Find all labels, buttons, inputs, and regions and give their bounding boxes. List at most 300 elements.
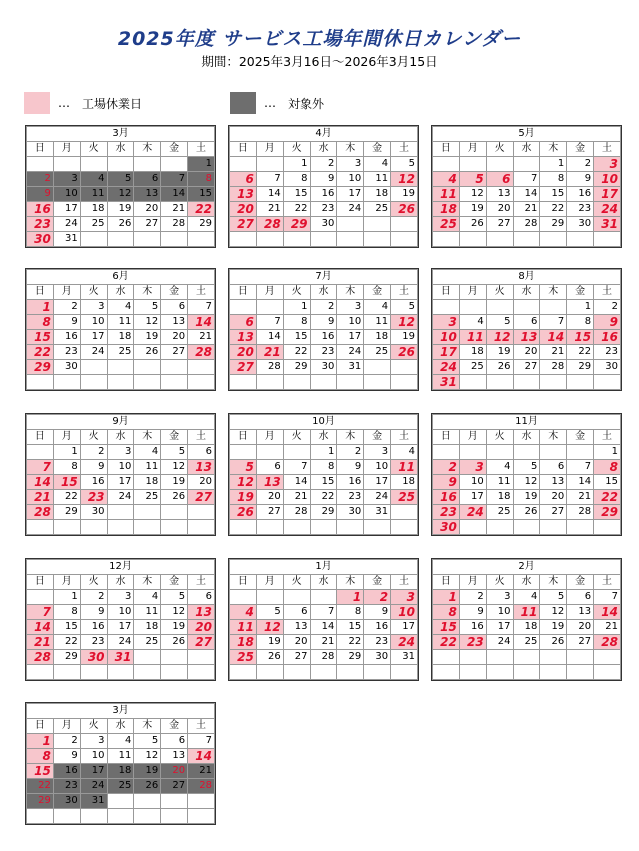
weekday-label: 木	[337, 142, 364, 157]
day-cell: 23	[310, 202, 337, 217]
empty-cell	[256, 232, 283, 247]
day-cell: 9	[80, 605, 107, 620]
day-cell: 2	[459, 590, 486, 605]
day-cell: 13	[230, 330, 257, 345]
day-cell: 5	[161, 445, 188, 460]
day-cell: 29	[540, 217, 567, 232]
day-cell: 6	[161, 300, 188, 315]
day-cell: 11	[107, 749, 134, 764]
day-cell: 19	[107, 202, 134, 217]
empty-cell	[513, 300, 540, 315]
day-cell: 16	[53, 764, 80, 779]
day-cell: 29	[53, 650, 80, 665]
weekday-label: 火	[283, 430, 310, 445]
empty-cell	[486, 520, 513, 535]
day-cell: 2	[594, 300, 621, 315]
day-cell: 26	[161, 635, 188, 650]
day-cell: 16	[310, 187, 337, 202]
day-cell: 4	[134, 445, 161, 460]
weekday-label: 日	[27, 142, 54, 157]
day-cell: 18	[134, 475, 161, 490]
empty-cell	[161, 520, 188, 535]
day-cell: 16	[80, 475, 107, 490]
day-cell: 5	[459, 172, 486, 187]
day-cell: 12	[459, 187, 486, 202]
day-cell: 20	[540, 490, 567, 505]
weekday-label: 月	[256, 142, 283, 157]
month-label: 3月	[27, 704, 215, 719]
day-cell: 27	[161, 779, 188, 794]
empty-cell	[594, 665, 621, 680]
weekday-label: 金	[567, 575, 594, 590]
empty-cell	[310, 232, 337, 247]
day-cell: 10	[364, 460, 391, 475]
day-cell: 10	[594, 172, 621, 187]
day-cell: 21	[594, 620, 621, 635]
legend-mark: …	[58, 96, 70, 110]
day-cell: 25	[134, 490, 161, 505]
day-cell: 8	[540, 172, 567, 187]
day-cell: 8	[27, 749, 54, 764]
day-cell: 4	[107, 300, 134, 315]
day-cell: 19	[134, 330, 161, 345]
day-cell: 15	[27, 330, 54, 345]
day-cell: 14	[188, 749, 215, 764]
empty-cell	[459, 232, 486, 247]
weekday-label: 金	[161, 575, 188, 590]
weekday-label: 金	[161, 142, 188, 157]
empty-cell	[364, 217, 391, 232]
weekday-label: 火	[486, 430, 513, 445]
day-cell: 20	[256, 490, 283, 505]
day-cell: 15	[540, 187, 567, 202]
day-cell: 12	[134, 749, 161, 764]
day-cell: 29	[594, 505, 621, 520]
weekday-label: 火	[486, 575, 513, 590]
day-cell: 9	[53, 749, 80, 764]
weekday-label: 木	[134, 142, 161, 157]
weekday-label: 水	[513, 430, 540, 445]
weekday-label: 水	[310, 430, 337, 445]
day-cell: 1	[594, 445, 621, 460]
day-cell: 5	[486, 315, 513, 330]
day-cell: 11	[107, 315, 134, 330]
day-cell: 3	[80, 300, 107, 315]
weekday-label: 金	[161, 430, 188, 445]
day-cell: 27	[513, 360, 540, 375]
empty-cell	[486, 650, 513, 665]
legend-mark: …	[264, 96, 276, 110]
weekday-label: 月	[256, 285, 283, 300]
empty-cell	[188, 520, 215, 535]
empty-cell	[391, 505, 418, 520]
day-cell: 14	[256, 330, 283, 345]
weekday-label: 火	[80, 142, 107, 157]
day-cell: 28	[188, 779, 215, 794]
day-cell: 29	[53, 505, 80, 520]
month-label: 4月	[230, 127, 418, 142]
empty-cell	[188, 650, 215, 665]
weekday-label: 日	[433, 575, 460, 590]
empty-cell	[80, 232, 107, 247]
day-cell: 28	[256, 217, 283, 232]
day-cell: 11	[134, 460, 161, 475]
weekday-label: 日	[27, 285, 54, 300]
day-cell: 4	[364, 300, 391, 315]
empty-cell	[540, 520, 567, 535]
empty-cell	[27, 157, 54, 172]
day-cell: 11	[391, 460, 418, 475]
day-cell: 20	[230, 345, 257, 360]
day-cell: 3	[594, 157, 621, 172]
day-cell: 2	[27, 172, 54, 187]
day-cell: 23	[27, 217, 54, 232]
day-cell: 1	[53, 445, 80, 460]
empty-cell	[230, 665, 257, 680]
day-cell: 10	[486, 605, 513, 620]
empty-cell	[256, 445, 283, 460]
day-cell: 16	[80, 620, 107, 635]
empty-cell	[256, 375, 283, 390]
day-cell: 26	[540, 635, 567, 650]
day-cell: 24	[433, 360, 460, 375]
day-cell: 24	[80, 345, 107, 360]
weekday-label: 金	[567, 430, 594, 445]
empty-cell	[540, 445, 567, 460]
day-cell: 28	[27, 650, 54, 665]
day-cell: 31	[364, 505, 391, 520]
weekday-label: 金	[364, 142, 391, 157]
day-cell: 12	[230, 475, 257, 490]
day-cell: 2	[53, 734, 80, 749]
day-cell: 21	[161, 202, 188, 217]
day-cell: 17	[337, 187, 364, 202]
weekday-label: 水	[310, 142, 337, 157]
day-cell: 21	[567, 490, 594, 505]
empty-cell	[337, 665, 364, 680]
weekday-label: 水	[107, 142, 134, 157]
weekday-label: 月	[256, 430, 283, 445]
day-cell: 4	[134, 590, 161, 605]
day-cell: 22	[594, 490, 621, 505]
day-cell: 23	[594, 345, 621, 360]
day-cell: 5	[513, 460, 540, 475]
day-cell: 18	[364, 330, 391, 345]
day-cell: 9	[594, 315, 621, 330]
day-cell: 4	[391, 445, 418, 460]
day-cell: 19	[513, 490, 540, 505]
month-calendar	[228, 413, 419, 536]
day-cell: 9	[567, 172, 594, 187]
weekday-label: 木	[540, 142, 567, 157]
day-cell: 15	[27, 764, 54, 779]
empty-cell	[283, 445, 310, 460]
day-cell: 24	[459, 505, 486, 520]
day-cell: 5	[134, 734, 161, 749]
day-cell: 21	[540, 345, 567, 360]
day-cell: 24	[337, 202, 364, 217]
month-label: 11月	[433, 415, 621, 430]
day-cell: 5	[540, 590, 567, 605]
empty-cell	[459, 300, 486, 315]
empty-cell	[391, 217, 418, 232]
weekday-label: 金	[161, 719, 188, 734]
empty-cell	[433, 445, 460, 460]
day-cell: 29	[310, 505, 337, 520]
day-cell: 9	[337, 460, 364, 475]
day-cell: 22	[337, 635, 364, 650]
day-cell: 25	[459, 360, 486, 375]
day-cell: 22	[433, 635, 460, 650]
day-cell: 19	[486, 345, 513, 360]
day-cell: 30	[364, 650, 391, 665]
month-calendar	[228, 558, 419, 681]
day-cell: 7	[513, 172, 540, 187]
day-cell: 2	[567, 157, 594, 172]
day-cell: 23	[80, 490, 107, 505]
day-cell: 19	[391, 187, 418, 202]
day-cell: 16	[27, 202, 54, 217]
day-cell: 12	[391, 172, 418, 187]
day-cell: 23	[53, 779, 80, 794]
day-cell: 7	[594, 590, 621, 605]
empty-cell	[256, 665, 283, 680]
day-cell: 24	[80, 779, 107, 794]
empty-cell	[134, 809, 161, 824]
empty-cell	[391, 360, 418, 375]
day-cell: 24	[53, 217, 80, 232]
day-cell: 28	[256, 360, 283, 375]
day-cell: 17	[80, 330, 107, 345]
day-cell: 8	[53, 605, 80, 620]
empty-cell	[567, 375, 594, 390]
empty-cell	[230, 520, 257, 535]
day-cell: 10	[107, 605, 134, 620]
day-cell: 3	[486, 590, 513, 605]
day-cell: 25	[230, 650, 257, 665]
empty-cell	[188, 232, 215, 247]
empty-cell	[567, 445, 594, 460]
day-cell: 28	[310, 650, 337, 665]
day-cell: 24	[391, 635, 418, 650]
day-cell: 14	[256, 187, 283, 202]
day-cell: 24	[107, 635, 134, 650]
day-cell: 16	[594, 330, 621, 345]
empty-cell	[513, 520, 540, 535]
day-cell: 25	[364, 202, 391, 217]
weekday-label: 土	[391, 142, 418, 157]
day-cell: 7	[27, 460, 54, 475]
month-calendar	[431, 125, 622, 248]
weekday-label: 木	[540, 430, 567, 445]
weekday-label: 水	[107, 430, 134, 445]
day-cell: 2	[53, 300, 80, 315]
day-cell: 6	[567, 590, 594, 605]
month-calendar	[25, 268, 216, 391]
day-cell: 18	[513, 620, 540, 635]
day-cell: 13	[283, 620, 310, 635]
day-cell: 25	[513, 635, 540, 650]
empty-cell	[161, 157, 188, 172]
empty-cell	[594, 375, 621, 390]
day-cell: 31	[433, 375, 460, 390]
day-cell: 27	[486, 217, 513, 232]
day-cell: 9	[310, 172, 337, 187]
day-cell: 2	[337, 445, 364, 460]
day-cell: 2	[433, 460, 460, 475]
weekday-label: 月	[53, 575, 80, 590]
day-cell: 15	[310, 475, 337, 490]
weekday-label: 月	[459, 285, 486, 300]
day-cell: 22	[53, 490, 80, 505]
empty-cell	[459, 375, 486, 390]
day-cell: 18	[80, 202, 107, 217]
weekday-label: 日	[230, 142, 257, 157]
day-cell: 23	[310, 345, 337, 360]
day-cell: 18	[230, 635, 257, 650]
day-cell: 1	[283, 157, 310, 172]
weekday-label: 土	[391, 285, 418, 300]
day-cell: 19	[256, 635, 283, 650]
day-cell: 3	[107, 590, 134, 605]
empty-cell	[27, 445, 54, 460]
day-cell: 23	[364, 635, 391, 650]
empty-cell	[53, 809, 80, 824]
weekday-label: 土	[188, 142, 215, 157]
weekday-label: 木	[134, 719, 161, 734]
day-cell: 2	[310, 157, 337, 172]
empty-cell	[364, 520, 391, 535]
weekday-label: 木	[540, 575, 567, 590]
weekday-label: 月	[53, 719, 80, 734]
day-cell: 26	[134, 779, 161, 794]
day-cell: 30	[27, 232, 54, 247]
day-cell: 17	[459, 490, 486, 505]
period-text: 期間：2025年3月16日〜2026年3月15日	[201, 54, 438, 69]
weekday-label: 日	[27, 719, 54, 734]
day-cell: 8	[337, 605, 364, 620]
weekday-label: 土	[594, 575, 621, 590]
day-cell: 9	[433, 475, 460, 490]
weekday-label: 水	[310, 575, 337, 590]
empty-cell	[134, 157, 161, 172]
day-cell: 27	[230, 360, 257, 375]
day-cell: 11	[364, 315, 391, 330]
weekday-label: 金	[364, 430, 391, 445]
day-cell: 14	[283, 475, 310, 490]
weekday-label: 水	[310, 285, 337, 300]
empty-cell	[283, 232, 310, 247]
day-cell: 27	[161, 345, 188, 360]
weekday-label: 火	[80, 430, 107, 445]
day-cell: 14	[310, 620, 337, 635]
month-label: 12月	[27, 560, 215, 575]
empty-cell	[364, 232, 391, 247]
day-cell: 17	[486, 620, 513, 635]
day-cell: 8	[567, 315, 594, 330]
day-cell: 20	[230, 202, 257, 217]
empty-cell	[337, 232, 364, 247]
day-cell: 19	[230, 490, 257, 505]
empty-cell	[134, 505, 161, 520]
day-cell: 9	[27, 187, 54, 202]
day-cell: 4	[486, 460, 513, 475]
day-cell: 20	[283, 635, 310, 650]
weekday-label: 金	[567, 285, 594, 300]
day-cell: 21	[256, 345, 283, 360]
day-cell: 29	[567, 360, 594, 375]
day-cell: 13	[256, 475, 283, 490]
empty-cell	[540, 650, 567, 665]
day-cell: 15	[567, 330, 594, 345]
day-cell: 4	[459, 315, 486, 330]
weekday-label: 日	[433, 430, 460, 445]
weekday-label: 水	[107, 575, 134, 590]
day-cell: 12	[540, 605, 567, 620]
weekday-label: 金	[161, 285, 188, 300]
day-cell: 24	[337, 345, 364, 360]
empty-cell	[188, 505, 215, 520]
day-cell: 21	[188, 330, 215, 345]
empty-cell	[486, 665, 513, 680]
day-cell: 5	[230, 460, 257, 475]
day-cell: 4	[80, 172, 107, 187]
day-cell: 16	[433, 490, 460, 505]
empty-cell	[513, 650, 540, 665]
empty-cell	[486, 232, 513, 247]
empty-cell	[107, 360, 134, 375]
empty-cell	[433, 300, 460, 315]
day-cell: 13	[540, 475, 567, 490]
empty-cell	[486, 445, 513, 460]
empty-cell	[283, 375, 310, 390]
day-cell: 23	[567, 202, 594, 217]
empty-cell	[80, 520, 107, 535]
day-cell: 1	[540, 157, 567, 172]
weekday-label: 水	[513, 575, 540, 590]
day-cell: 1	[53, 590, 80, 605]
day-cell: 14	[27, 475, 54, 490]
day-cell: 22	[540, 202, 567, 217]
day-cell: 19	[134, 764, 161, 779]
weekday-label: 火	[80, 575, 107, 590]
day-cell: 14	[513, 187, 540, 202]
day-cell: 15	[53, 475, 80, 490]
empty-cell	[161, 650, 188, 665]
empty-cell	[107, 505, 134, 520]
empty-cell	[27, 809, 54, 824]
day-cell: 29	[283, 360, 310, 375]
day-cell: 25	[364, 345, 391, 360]
empty-cell	[364, 360, 391, 375]
out-swatch	[230, 92, 256, 114]
legend-label: 対象外	[288, 96, 325, 111]
day-cell: 30	[310, 360, 337, 375]
month-calendar	[25, 413, 216, 536]
day-cell: 22	[310, 490, 337, 505]
weekday-label: 日	[230, 575, 257, 590]
day-cell: 5	[391, 300, 418, 315]
day-cell: 15	[283, 187, 310, 202]
weekday-label: 土	[594, 142, 621, 157]
day-cell: 30	[433, 520, 460, 535]
empty-cell	[53, 375, 80, 390]
day-cell: 6	[230, 172, 257, 187]
day-cell: 10	[53, 187, 80, 202]
day-cell: 7	[256, 315, 283, 330]
day-cell: 20	[188, 620, 215, 635]
day-cell: 2	[80, 590, 107, 605]
